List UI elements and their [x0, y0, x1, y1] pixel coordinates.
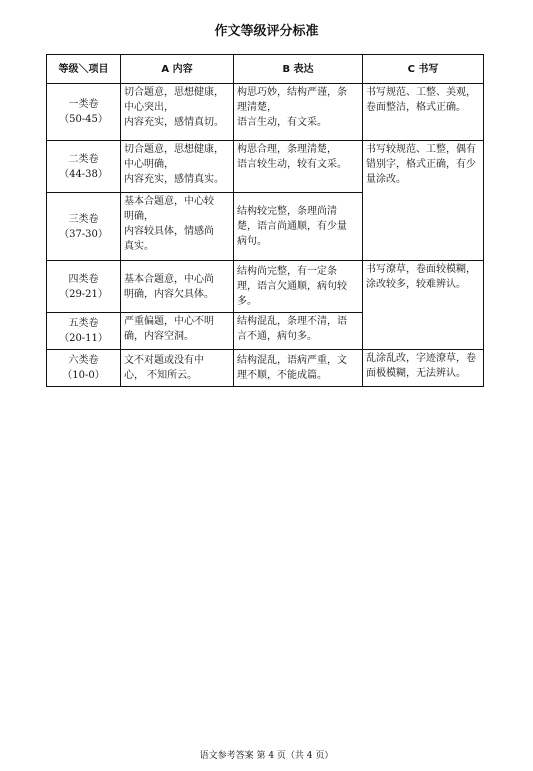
expression-cell	[234, 350, 363, 387]
cell-line: 楚，语言尚通顺，有少量	[237, 221, 347, 232]
level-cell	[47, 261, 121, 313]
cell-line: 结构尚完整，有一定条	[237, 266, 337, 277]
grading-table	[46, 54, 484, 387]
cell-line: 构思巧妙，结构严谨，条	[237, 87, 347, 98]
page-title: 作文等级评分标准	[214, 24, 319, 39]
table-row	[47, 261, 484, 313]
level-range: （10-0）	[62, 370, 105, 381]
level-cell	[47, 193, 121, 261]
content-cell	[121, 193, 234, 261]
level-range: （37-30）	[59, 228, 108, 240]
expression-cell	[234, 313, 363, 350]
writing-cell	[363, 141, 484, 261]
content-cell	[121, 84, 234, 141]
cell-line: 内容充实，感情真实。	[124, 174, 224, 185]
level-cell	[47, 350, 121, 387]
level-cell	[47, 313, 121, 350]
level-name: 六类卷	[68, 355, 99, 366]
cell-line: 理清楚，	[237, 102, 277, 113]
cell-line: 结构较完整，条理尚清	[237, 206, 337, 217]
cell-line: 明确，内容欠具体。	[124, 288, 214, 300]
cell-line: 结构混乱，语病严重，文	[237, 355, 347, 366]
cell-line: 构思合理，条理清楚，	[237, 144, 337, 155]
table-row	[47, 84, 484, 141]
table-row	[47, 141, 484, 193]
page-footer: 语文参考答案 第 4 页（共 4 页）	[199, 751, 334, 761]
expression-cell	[234, 84, 363, 141]
cell-line: 切合题意，思想健康，	[124, 144, 224, 155]
level-name: 三类卷	[68, 213, 99, 225]
level-name: 四类卷	[68, 273, 99, 285]
writing-cell	[363, 261, 484, 350]
content-cell	[121, 313, 234, 350]
header-level: 等级＼项目	[47, 55, 121, 84]
cell-line: 书写较规范、工整，偶有	[366, 144, 476, 155]
table-row	[47, 350, 484, 387]
cell-line: 言不通，病句多。	[237, 331, 317, 342]
header-content: A 内容	[121, 55, 234, 84]
cell-line: 中心突出，	[124, 102, 174, 113]
level-name: 五类卷	[68, 318, 99, 329]
cell-line: 严重偏题，中心不明	[124, 316, 214, 327]
content-cell	[121, 350, 234, 387]
level-cell	[47, 141, 121, 193]
level-cell	[47, 84, 121, 141]
header-writing: C 书写	[363, 55, 484, 84]
cell-line: 面极模糊，无法辨认。	[366, 368, 466, 379]
cell-line: 病句。	[237, 236, 267, 247]
cell-line: 书写规范、工整、美观，	[366, 87, 476, 98]
table-header-row	[47, 55, 484, 84]
expression-cell	[234, 261, 363, 313]
cell-line: 语言生动，有文采。	[237, 117, 327, 128]
level-name: 二类卷	[68, 153, 99, 165]
cell-line: 基本合题意，中心较	[124, 196, 214, 207]
cell-line: 量涂改。	[366, 174, 406, 185]
cell-line: 错别字，格式正确，有少	[366, 159, 476, 170]
cell-line: 卷面整洁，格式正确。	[366, 102, 466, 113]
cell-line: 多。	[237, 296, 257, 307]
cell-line: 涂改较多，较难辨认。	[366, 279, 466, 290]
cell-line: 语言较生动，较有文采。	[237, 159, 347, 170]
writing-cell	[363, 350, 484, 387]
level-name: 一类卷	[68, 99, 99, 110]
level-range: （50-45）	[59, 114, 108, 125]
cell-line: 切合题意，思想健康，	[124, 87, 224, 98]
expression-cell	[234, 193, 363, 261]
cell-line: 确，内容空洞。	[124, 331, 194, 342]
content-cell	[121, 261, 234, 313]
content-cell	[121, 141, 234, 193]
level-range: （44-38）	[59, 168, 108, 180]
cell-line: 结构混乱，条理不清，语	[237, 316, 347, 327]
cell-line: 明确，	[124, 211, 154, 222]
cell-line: 中心明确，	[124, 159, 174, 170]
cell-line: 真实。	[124, 241, 154, 252]
writing-cell	[363, 84, 484, 141]
cell-line: 基本合题意，中心尚	[124, 273, 214, 285]
cell-line: 理，语言欠通顺，病句较	[237, 281, 347, 292]
cell-line: 心， 不知所云。	[124, 370, 198, 381]
cell-line: 文不对题或没有中	[124, 355, 204, 366]
cell-line: 内容较具体，情感尚	[124, 226, 214, 237]
cell-line: 内容充实，感情真切。	[124, 117, 224, 128]
level-range: （29-21）	[59, 288, 108, 300]
header-expression: B 表达	[234, 55, 363, 84]
cell-line: 乱涂乱改，字迹潦草，卷	[366, 353, 476, 364]
level-range: （20-11）	[59, 333, 108, 344]
expression-cell	[234, 141, 363, 193]
cell-line: 理不顺，不能成篇。	[237, 370, 327, 381]
cell-line: 书写潦草，卷面较模糊，	[366, 264, 476, 275]
